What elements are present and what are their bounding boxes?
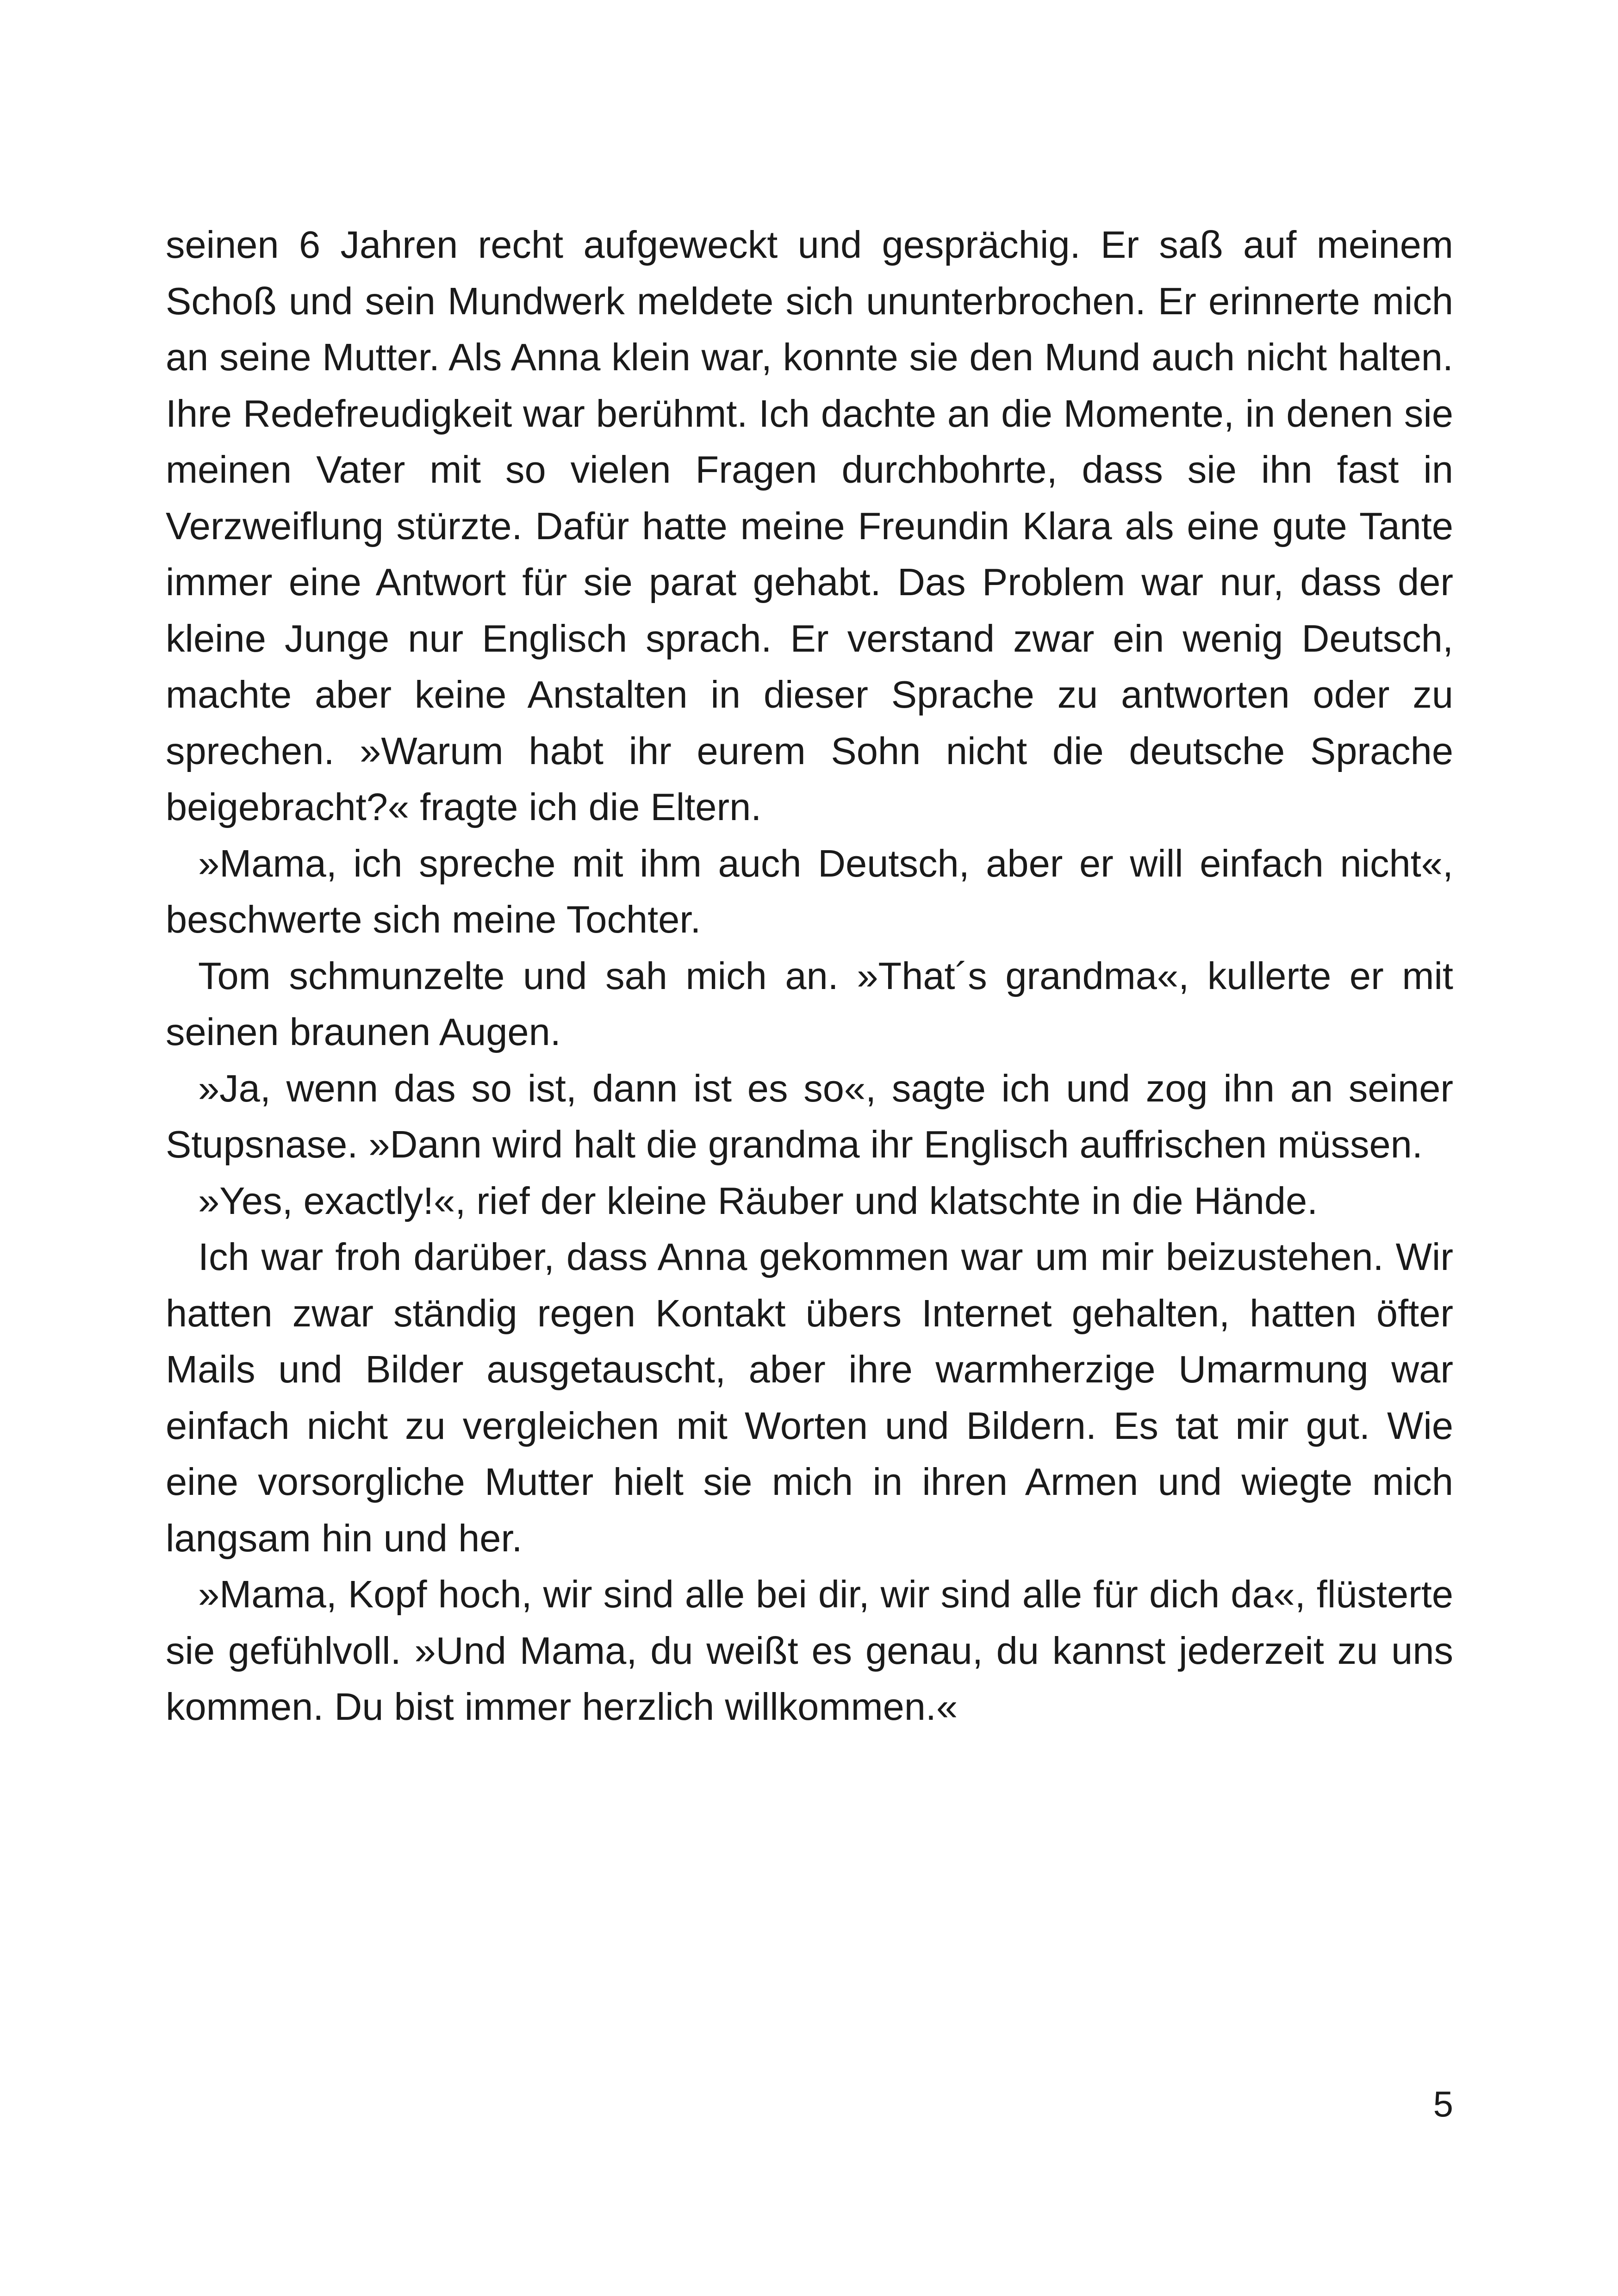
paragraph: »Yes, exactly!«, rief der kleine Räuber und klatschte in die Hände. [198,1179,1318,1222]
paragraph: seinen 6 Jahren recht aufgeweckt und gesprächig. Er saß auf meinem Schoß und sein Mundwerk meldete sich ununterbrochen. Er erinnerte mich an seine Mutter. Als Anna klein war, konnte sie den Mund auch nicht halten. Ihre Redefreudigkeit war berühmt. Ich dachte an die Momente, in denen sie meinen Vater mit so vielen Fragen durchbohrte, dass sie ihn fast in Verzweiflung stürzte. Dafür hatte meine Freundin Klara als eine gute Tante immer eine Antwort für sie parat gehabt. Das Problem war nur, dass der kleine Junge nur Englisch sprach. Er verstand zwar ein wenig Deutsch, machte aber keine Anstalten in dieser Sprache zu antworten oder zu sprechen. »Warum habt ihr eurem Sohn nicht die deutsche Sprache beigebracht?« fragte ich die Eltern. [166,223,1453,828]
paragraph: »Mama, Kopf hoch, wir sind alle bei dir, wir sind alle für dich da«, flüsterte sie gefühlvoll. »Und Mama, du weißt es genau, du kannst jederzeit zu uns kommen. Du bist immer herzlich willkommen.« [166,1573,1453,1728]
page-number: 5 [1433,2084,1453,2124]
paragraph: »Mama, ich spreche mit ihm auch Deutsch, aber er will einfach nicht«, beschwerte sich meine Tochter. [166,841,1453,941]
body-text [166,217,1453,1735]
paragraph: Ich war froh darüber, dass Anna gekommen war um mir beizustehen. Wir hatten zwar ständig regen Kontakt übers Internet gehalten, hatten öfter Mails und Bilder ausgetauscht, aber ihre warmherzige Umarmung war einfach nicht zu vergleichen mit Worten und Bildern. Es tat mir gut. Wie eine vorsorgliche Mutter hielt sie mich in ihren Armen und wiegte mich langsam hin und her. [166,1235,1453,1560]
paragraph: »Ja, wenn das so ist, dann ist es so«, sagte ich und zog ihn an seiner Stupsnase. »Dann wird halt die grandma ihr Englisch auffrischen müssen. [166,1066,1453,1166]
paragraph: Tom schmunzelte und sah mich an. »That´s grandma«, kullerte er mit seinen braunen Augen. [166,954,1453,1053]
